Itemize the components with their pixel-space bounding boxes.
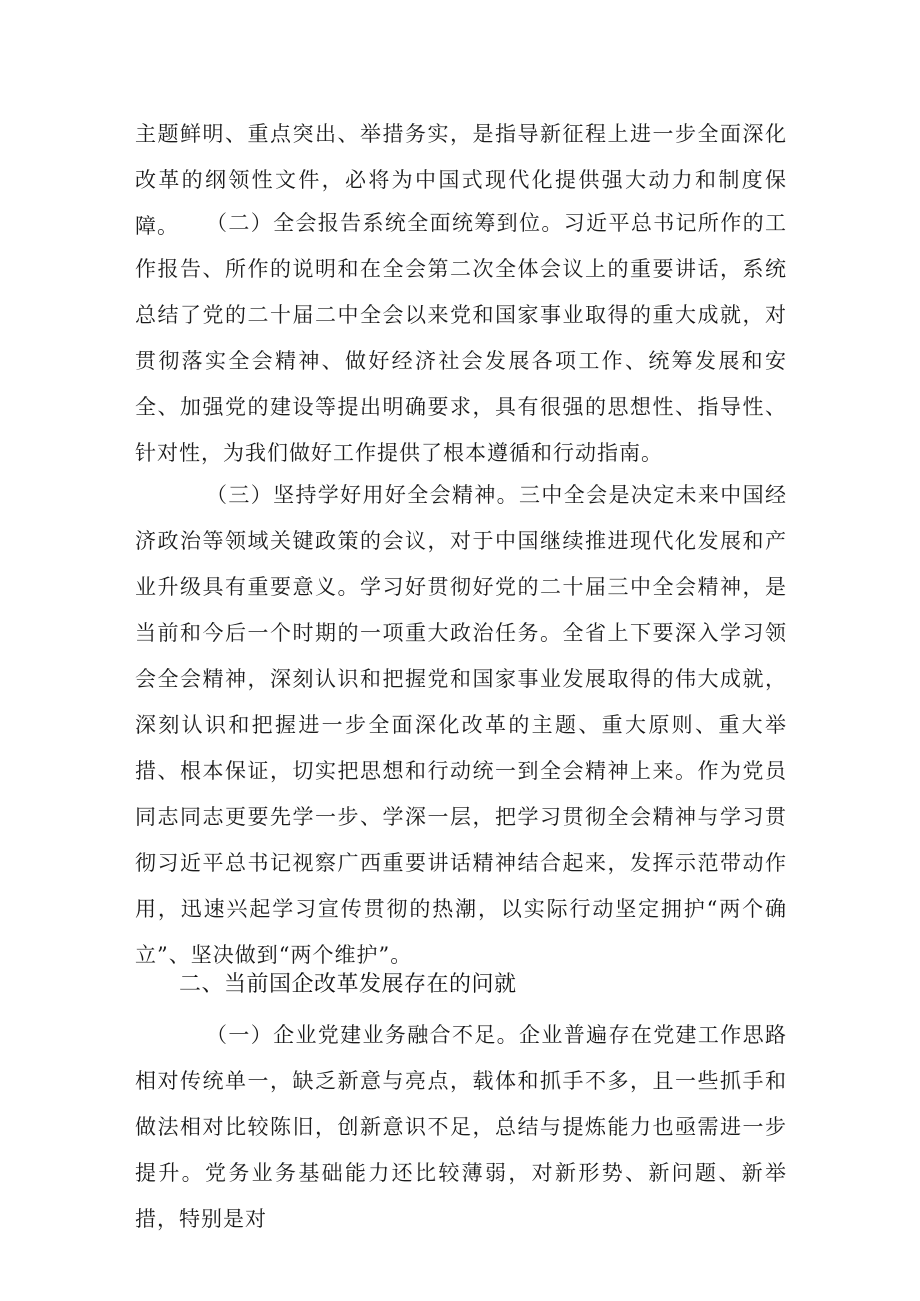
paragraph-study: （三）坚持学好用好全会精神。三中全会是决定未来中国经济政治等领域关键政策的会议，对于中国继续推进现代化发展和产业升级具有重要意义。学习好贯彻好党的二十届三中全会精神，是当前和今后一个时期的一项重大政治任务。全省上下要深入学习领会全会精神，深刻认识和把握党和国家事业发展取得的伟大成就，深刻认识和把握进一步全面深化改革的主题、重大原则、重大举措、根本保证，切实把思想和行动统一到全会精神上来。作为党员同志同志更要先学一步、学深一层，把学习贯彻全会精神与学习贯彻习近平总书记视察广西重要讲话精神结合起来，发挥示范带动作用，迅速兴起学习宣传贯彻的热潮，以实际行动坚定拥护“两个确立”、坚决做到“两个维护”。 xyxy=(135,483,787,967)
paragraph-party-building: （一）企业党建业务融合不足。企业普遍存在党建工作思路相对传统单一，缺乏新意与亮点，载体和抓手不多，且一些抓手和做法相对比较陈旧，创新意识不足，总结与提炼能力也亟需进一步提升。党务业务基础能力还比较薄弱，对新形势、新问题、新举措，特别是对 xyxy=(135,1023,787,1231)
section-heading: 二、当前国企改革发展存在的问就 xyxy=(179,972,517,997)
paragraph-continuation: 主题鲜明、重点突出、举措务实，是指导新征程上进一步全面深化改革的纲领性文件，必将为中国式现代化提供强大动力和制度保障。 xyxy=(135,122,787,238)
paragraph-report: （二）全会报告系统全面统筹到位。习近平总书记所作的工作报告、所作的说明和在全会第二次全体会议上的重要讲话，系统总结了党的二十届二中全会以来党和国家事业取得的重大成就，对贯彻落实全会精神、做好经济社会发展各项工作、统筹发展和安全、加强党的建设等提出明确要求，具有很强的思想性、指导性、针对性，为我们做好工作提供了根本遵循和行动指南。 xyxy=(135,211,787,465)
